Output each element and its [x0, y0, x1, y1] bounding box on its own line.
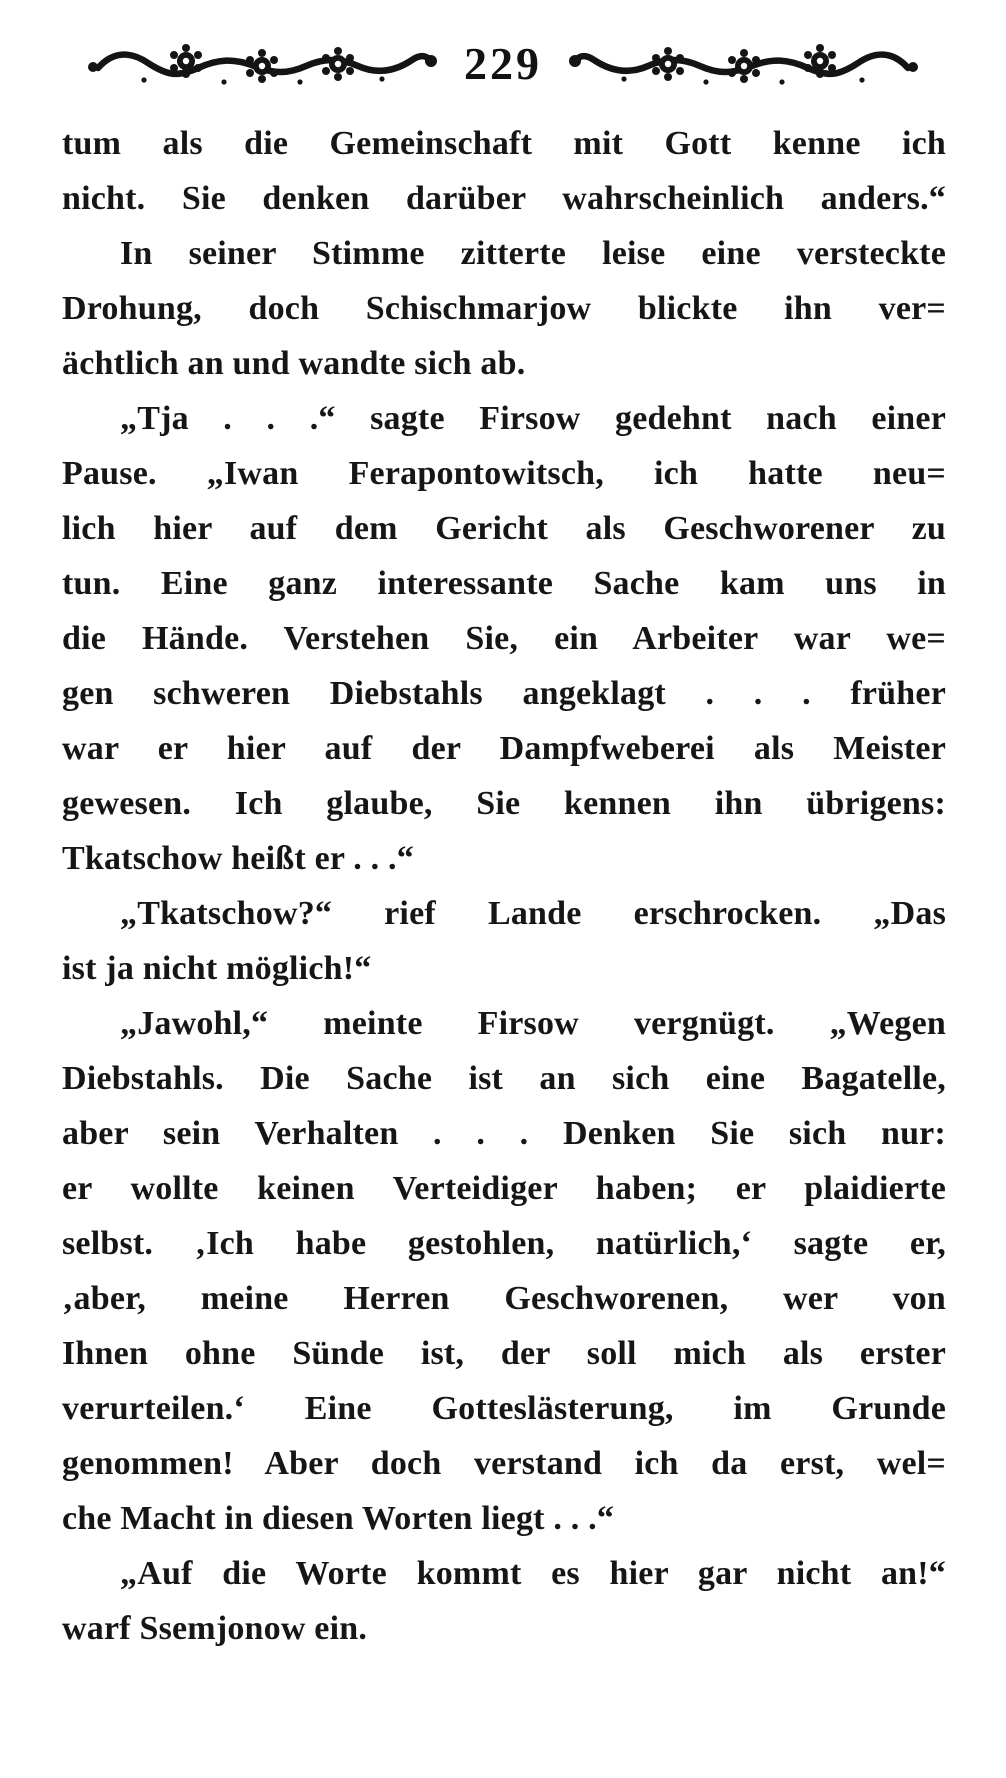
- text-line: ächtlich an und wandte sich ab.: [62, 345, 526, 382]
- text-line: Diebstahls. Die Sache ist an sich eine Bagatelle,: [62, 1060, 946, 1097]
- body-text: [62, 116, 946, 1656]
- text-line: gewesen. Ich glaube, Sie kennen ihn übrigens:: [62, 785, 946, 822]
- text-line: che Macht in diesen Worten liegt . . .“: [62, 1500, 615, 1537]
- text-line: lich hier auf dem Gericht als Geschworener zu: [62, 510, 946, 547]
- text-line: Tkatschow heißt er . . .“: [62, 840, 414, 877]
- text-line: tun. Eine ganz interessante Sache kam uns in: [62, 565, 946, 602]
- text-line: Ihnen ohne Sünde ist, der soll mich als erster: [62, 1335, 946, 1372]
- text-line: „Jawohl,“ meinte Firsow vergnügt. „Wegen: [120, 1005, 946, 1042]
- text-line: selbst. ‚Ich habe gestohlen, natürlich,‘ sagte er,: [62, 1225, 946, 1262]
- text-line: war er hier auf der Dampfweberei als Meister: [62, 730, 946, 767]
- text-line: „Tkatschow?“ rief Lande erschrocken. „Das: [120, 895, 946, 932]
- text-line: tum als die Gemeinschaft mit Gott kenne ich: [62, 125, 946, 162]
- floral-flourish-icon: [86, 42, 438, 86]
- text-line: ist ja nicht möglich!“: [62, 950, 372, 987]
- page-header: [0, 36, 1006, 92]
- text-line: aber sein Verhalten . . . Denken Sie sich nur:: [62, 1115, 946, 1152]
- text-line: er wollte keinen Verteidiger haben; er plaidierte: [62, 1170, 946, 1207]
- text-line: „Tja . . .“ sagte Firsow gedehnt nach einer: [120, 400, 946, 437]
- text-line: warf Ssemjonow ein.: [62, 1610, 368, 1647]
- text-line: ‚aber, meine Herren Geschworenen, wer von: [62, 1280, 946, 1317]
- text-line: „Auf die Worte kommt es hier gar nicht an!“: [120, 1555, 946, 1592]
- text-line: die Hände. Verstehen Sie, ein Arbeiter war we=: [62, 620, 946, 657]
- floral-flourish-icon: [568, 42, 920, 86]
- text-line: gen schweren Diebstahls angeklagt . . . früher: [62, 675, 946, 712]
- text-line: nicht. Sie denken darüber wahrscheinlich anders.“: [62, 180, 946, 217]
- text-line: Drohung, doch Schischmarjow blickte ihn ver=: [62, 290, 946, 327]
- page-number: 229: [464, 38, 542, 89]
- text-line: genommen! Aber doch verstand ich da erst, wel=: [62, 1445, 946, 1482]
- text-line: verurteilen.‘ Eine Gotteslästerung, im Grunde: [62, 1390, 946, 1427]
- text-line: Pause. „Iwan Ferapontowitsch, ich hatte neu=: [62, 455, 946, 492]
- text-line: In seiner Stimme zitterte leise eine versteckte: [120, 235, 946, 272]
